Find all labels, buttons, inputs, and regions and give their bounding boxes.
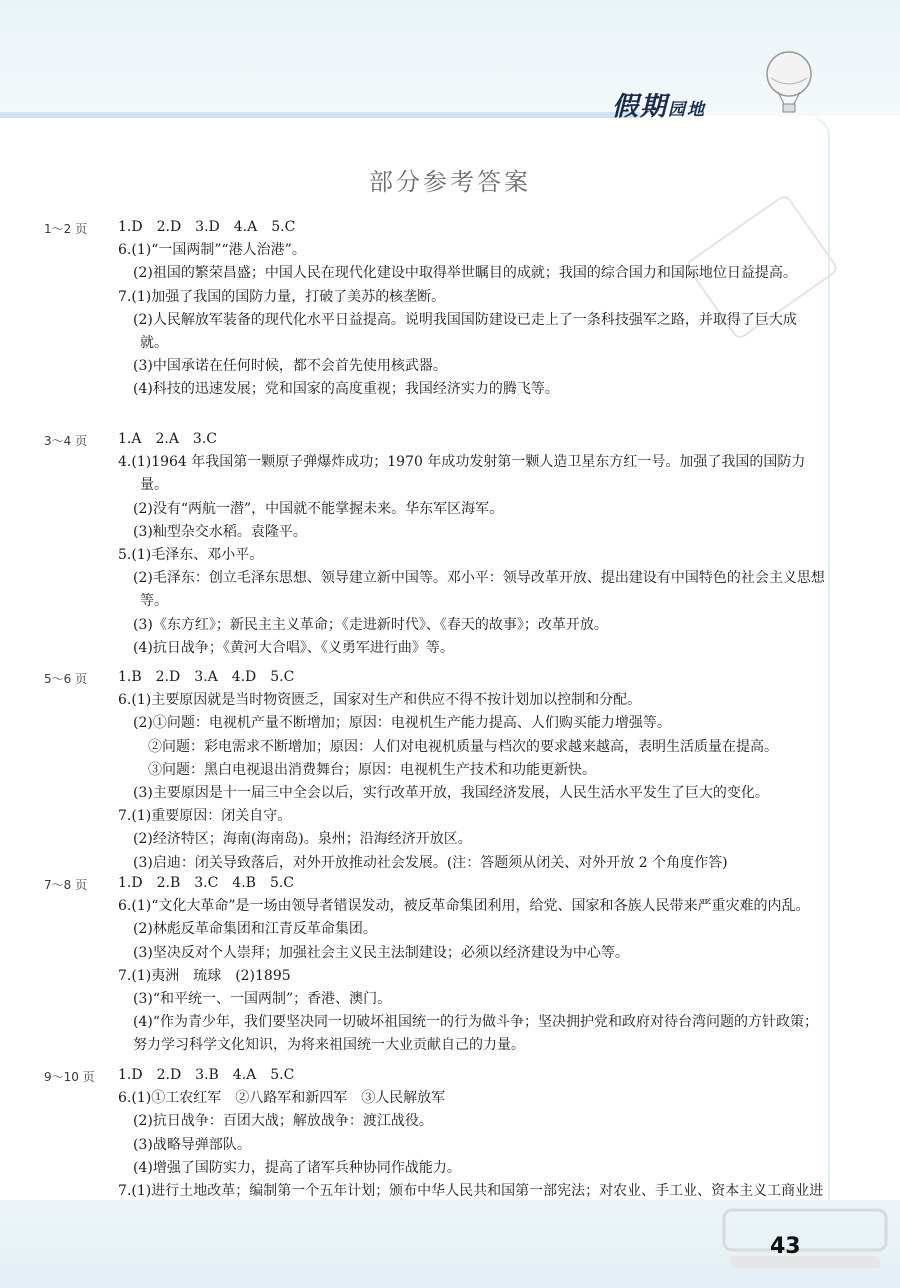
answer-line: (3)“和平统一、一国两制”；香港、澳门。 — [133, 991, 392, 1007]
answer-line: 1.D 2.B 3.C 4.B 5.C — [118, 875, 295, 891]
answer-line: (4)增强了国防实力，提高了诸军兵种协同作战能力。 — [133, 1159, 461, 1176]
page-number: 43 — [770, 1234, 801, 1259]
brand-main: 假期 — [612, 92, 669, 122]
answer-line: (3)战略导弹部队。 — [133, 1136, 251, 1153]
answer-line: (3)坚决反对个人崇拜；加强社会主义民主法制建设；必须以经济建设为中心等。 — [133, 944, 629, 961]
answer-line: 7.(1)进行土地改革；编制第一个五年计划；颁布中华人民共和国第一部宪法；对农业、手工业、资本主义工商业进 — [118, 1183, 824, 1199]
answer-line: 1.D 2.D 3.D 4.A 5.C — [118, 219, 296, 235]
page-range-label: 7～8 页 — [44, 878, 88, 892]
answer-line: (2)①问题：电视机产量不断增加；原因：电视机生产能力提高、人们购买能力增强等。 — [133, 715, 671, 732]
answer-line: 5.(1)毛泽东、邓小平。 — [118, 547, 264, 563]
brand-small: 园地 — [668, 100, 707, 120]
brand-logo — [612, 86, 706, 123]
answer-line: (3)籼型杂交水稻。袁隆平。 — [133, 523, 307, 540]
answer-line: 量。 — [140, 477, 168, 494]
answer-line: 7.(1)重要原因：闭关自守。 — [118, 808, 292, 825]
answer-line: (2)抗日战争：百团大战；解放战争：渡江战役。 — [133, 1113, 433, 1130]
answer-line: 4.(1)1964 年我国第一颗原子弹爆炸成功；1970 年成功发射第一颗人造卫星东方红一号。加强了我国的国防力 — [118, 454, 806, 471]
page-range-label: 1～2 页 — [44, 222, 88, 236]
answer-line: 就。 — [140, 335, 168, 351]
answer-line: 1.B 2.D 3.A 4.D 5.C — [118, 669, 295, 685]
page-range-label: 5～6 页 — [44, 672, 88, 686]
answer-line: 6.(1)“一国两制”“港人治港”。 — [118, 242, 306, 259]
answer-line: (4)科技的迅速发展；党和国家的高度重视；我国经济实力的腾飞等。 — [133, 381, 559, 398]
answer-line: 6.(1)主要原因就是当时物资匮乏，国家对生产和供应不得不按计划加以控制和分配。 — [118, 692, 642, 709]
answer-line: (2)人民解放军装备的现代化水平日益提高。说明我国国防建设已走上了一条科技强军之路，并取得了巨大成 — [133, 311, 797, 328]
answer-line: 7.(1)夷洲 琉球 (2)1895 — [118, 967, 291, 984]
answer-line: (3)《东方红》；新民主主义革命；《走进新时代》、《春天的故事》；改革开放。 — [133, 616, 608, 633]
answer-line: (4)抗日战争；《黄河大合唱》、《义勇军进行曲》等。 — [133, 639, 454, 656]
answer-line: (2)毛泽东：创立毛泽东思想、领导建立新中国等。邓小平：领导改革开放、提出建设有中国特色的社会主义思想 — [133, 570, 825, 587]
answer-line: ②问题：彩电需求不断增加；原因：人们对电视机质量与档次的要求越来越高，表明生活质量在提高。 — [148, 738, 778, 755]
answer-line: 6.(1)①工农红军 ②八路军和新四军 ③人民解放军 — [118, 1090, 446, 1107]
page-range-label: 9～10 页 — [44, 1070, 95, 1084]
answer-line: 努力学习科学文化知识，为将来祖国统一大业贡献自己的力量。 — [133, 1037, 525, 1054]
answer-line: (2)林彪反革命集团和江青反革命集团。 — [133, 921, 377, 938]
balloon-icon — [760, 50, 818, 114]
answer-line: 7.(1)加强了我国的国防力量，打破了美苏的核垄断。 — [118, 288, 446, 305]
answer-line: (3)中国承诺在任何时候，都不会首先使用核武器。 — [133, 358, 447, 375]
answer-line: 等。 — [140, 593, 168, 610]
answer-line: 6.(1)“文化大革命”是一场由领导者错误发动，被反革命集团利用，给党、国家和各族人民带来严重灾难的内乱。 — [118, 898, 810, 915]
answer-line: 1.A 2.A 3.C — [118, 431, 218, 447]
answer-line: (2)祖国的繁荣昌盛；中国人民在现代化建设中取得举世瞩目的成就；我国的综合国力和国际地位日益提高。 — [133, 265, 797, 282]
answer-line: ③问题：黑白电视退出消费舞台；原因：电视机生产技术和功能更新快。 — [148, 761, 596, 778]
answer-line: (4)“作为青少年，我们要坚决同一切破坏祖国统一的行为做斗争；坚决拥护党和政府对待台湾问题的方针政策； — [133, 1014, 818, 1031]
answer-line: (3)启迪：闭关导致落后，对外开放推动社会发展。(注：答题须从闭关、对外开放 2 个角度作答) — [133, 854, 728, 871]
answer-line: (2)经济特区；海南(海南岛)。泉州；沿海经济开放区。 — [133, 831, 472, 848]
page-range-label: 3～4 页 — [44, 434, 88, 448]
page-title: 部分参考答案 — [369, 168, 531, 196]
answer-line: (3)主要原因是十一届三中全会以后，实行改革开放，我国经济发展，人民生活水平发生了巨大的变化。 — [133, 785, 769, 801]
answer-line: 1.D 2.D 3.B 4.A 5.C — [118, 1067, 295, 1083]
answer-line: (2)没有“两航一潜”，中国就不能掌握未来。华东军区海军。 — [133, 500, 504, 517]
watermark-logo-icon — [720, 1204, 890, 1274]
